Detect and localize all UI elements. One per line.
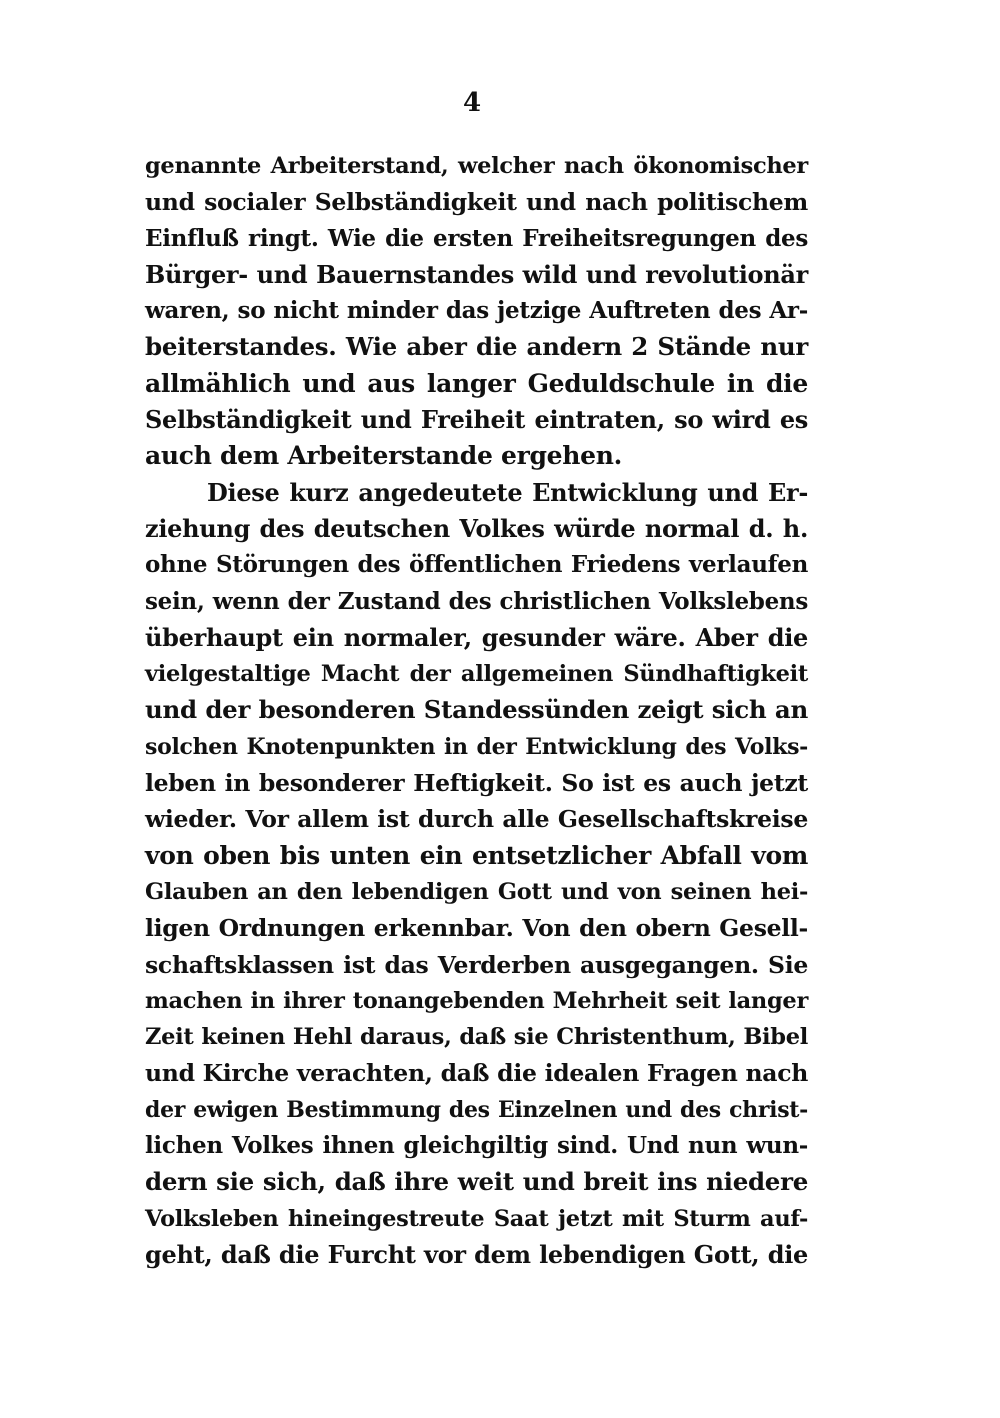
text-line: ohne Störungen des öffentlichen Friedens verlaufen <box>145 551 808 579</box>
text-line: Bürger- und Bauernstandes wild und revolutionär <box>145 259 808 289</box>
text-line: auch dem Arbeiterstande ergehen. <box>145 441 623 471</box>
text-line: Volksleben hineingestreute Saat jetzt mit Sturm auf- <box>145 1205 808 1232</box>
text-line: waren, so nicht minder das jetzige Auftreten des Ar- <box>145 297 808 325</box>
text-line: schaftsklassen ist das Verderben ausgegangen. Sie <box>145 950 808 979</box>
text-line: leben in besonderer Heftigkeit. So ist es auch jetzt <box>145 769 808 798</box>
text-line: von oben bis unten ein entsetzlicher Abfall vom <box>145 840 808 870</box>
text-line: allmählich und aus langer Geduldschule in die <box>145 368 808 398</box>
text-line: dern sie sich, daß ihre weit und breit ins niedere <box>145 1167 808 1197</box>
text-line: sein, wenn der Zustand des christlichen Volkslebens <box>145 587 808 615</box>
text-line: Glauben an den lebendigen Gott und von seinen hei- <box>145 878 808 905</box>
text-line: beiterstandes. Wie aber die andern 2 Stände nur <box>145 332 808 362</box>
text-line: Einfluß ringt. Wie die ersten Freiheitsregungen des <box>145 224 808 252</box>
text-line: vielgestaltige Macht der allgemeinen Sündhaftigkeit <box>145 661 808 688</box>
text-line: Zeit keinen Hehl daraus, daß sie Christenthum, Bibel <box>145 1024 808 1051</box>
text-line: Selbständigkeit und Freiheit eintraten, so wird es <box>145 405 808 435</box>
page-number: 4 <box>462 88 482 118</box>
paragraph-1 <box>145 148 808 475</box>
text-line: und socialer Selbständigkeit und nach politischem <box>145 188 808 217</box>
text-line: solchen Knotenpunkten in der Entwicklung des Volks- <box>145 733 808 760</box>
text-line: und der besonderen Standessünden zeigt sich an <box>145 695 808 725</box>
text-line: genannte Arbeiterstand, welcher nach ökonomischer <box>145 153 808 179</box>
text-line: und Kirche verachten, daß die idealen Fragen nach <box>145 1059 808 1088</box>
text-line: lichen Volkes ihnen gleichgiltig sind. Und nun wun- <box>145 1132 808 1160</box>
paragraph-2 <box>145 475 808 1274</box>
text-line: geht, daß die Furcht vor dem lebendigen Gott, die <box>145 1239 808 1269</box>
text-line: wieder. Vor allem ist durch alle Gesellschaftskreise <box>145 805 808 834</box>
text-line: machen in ihrer tonangebenden Mehrheit seit langer <box>145 987 808 1014</box>
text-line: Diese kurz angedeutete Entwicklung und Er- <box>207 477 808 507</box>
text-line: überhaupt ein normaler, gesunder wäre. Aber die <box>145 622 808 652</box>
body-text <box>145 148 808 1273</box>
text-line: ziehung des deutschen Volkes würde normal d. h. <box>145 513 808 543</box>
text-line: der ewigen Bestimmung des Einzelnen und des christ- <box>145 1096 808 1123</box>
text-line: ligen Ordnungen erkennbar. Von den obern Gesell- <box>145 914 808 943</box>
